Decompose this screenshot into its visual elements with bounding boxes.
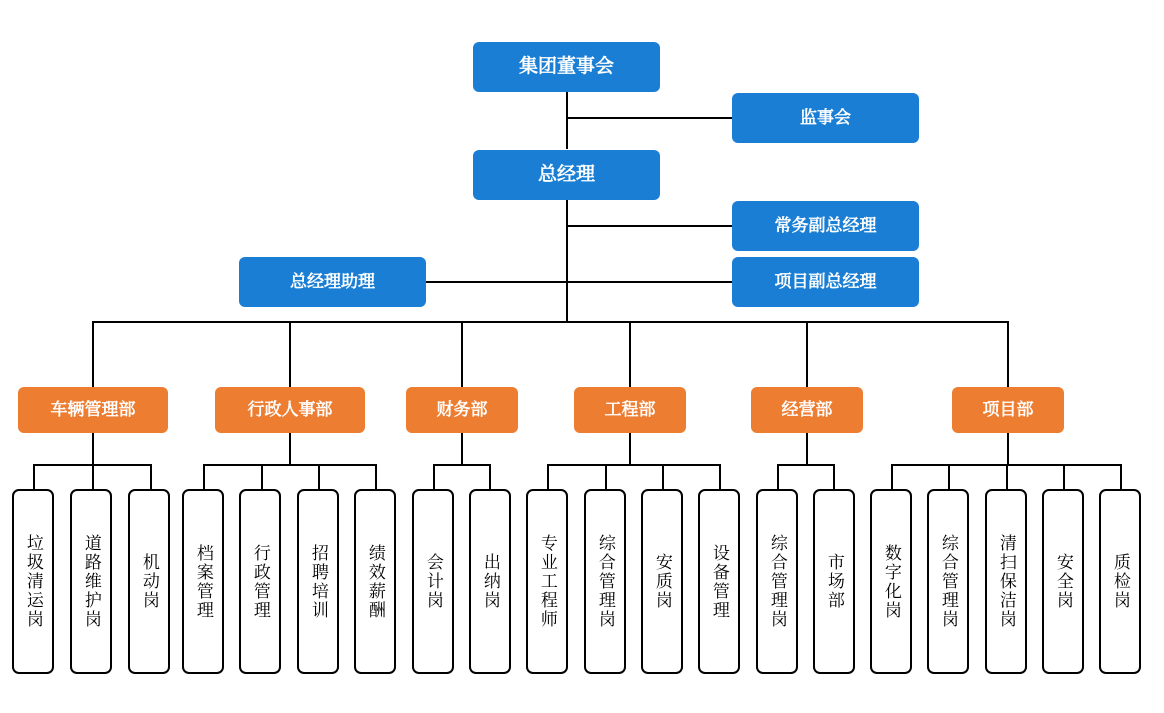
connector-drop-project <box>1007 321 1009 387</box>
position-label: 市场部 <box>824 553 844 610</box>
connector-stem-operations <box>806 433 808 465</box>
connector-gm-execvgm <box>566 225 732 227</box>
node-project-vice-gm[interactable]: 项目副总经理 <box>732 257 919 307</box>
position-label: 综合管理岗 <box>767 534 787 629</box>
connector-gm-assistant <box>424 281 566 283</box>
node-department-engineering[interactable]: 工程部 <box>574 387 686 433</box>
node-department-vehicle[interactable]: 车辆管理部 <box>18 387 168 433</box>
position-box[interactable] <box>128 489 170 674</box>
position-label: 档案管理 <box>193 543 213 620</box>
connector-stem-finance <box>461 433 463 465</box>
position-label: 垃圾清运岗 <box>23 534 43 629</box>
connector-department-bus <box>92 321 1008 323</box>
position-label: 机动岗 <box>139 553 159 610</box>
connector-leaf-operations-1 <box>777 464 779 490</box>
node-supervisory-board[interactable]: 监事会 <box>732 93 919 143</box>
connector-leaf-finance-1 <box>433 464 435 490</box>
position-box[interactable] <box>985 489 1027 674</box>
position-box[interactable] <box>412 489 454 674</box>
position-label: 出纳岗 <box>480 553 500 610</box>
connector-leaf-vehicle-1 <box>33 464 35 490</box>
connector-leaf-finance-2 <box>489 464 491 490</box>
connector-leaf-admin-2 <box>261 464 263 490</box>
node-department-operations[interactable]: 经营部 <box>751 387 863 433</box>
connector-leaf-engineering-4 <box>719 464 721 490</box>
position-label: 安质岗 <box>652 553 672 610</box>
position-box[interactable] <box>756 489 798 674</box>
position-box[interactable] <box>584 489 626 674</box>
connector-stem-vehicle <box>92 433 94 465</box>
connector-leaf-engineering-2 <box>605 464 607 490</box>
connector-drop-vehicle <box>92 321 94 387</box>
position-label: 招聘培训 <box>308 543 328 620</box>
position-box[interactable] <box>182 489 224 674</box>
position-label: 安全岗 <box>1053 553 1073 610</box>
connector-drop-admin <box>289 321 291 387</box>
position-box[interactable] <box>239 489 281 674</box>
position-box[interactable] <box>354 489 396 674</box>
position-label: 数字化岗 <box>881 543 901 620</box>
node-gm-assistant[interactable]: 总经理助理 <box>239 257 426 307</box>
position-box[interactable] <box>927 489 969 674</box>
connector-bus-operations <box>777 464 835 466</box>
node-department-project[interactable]: 项目部 <box>952 387 1064 433</box>
node-board[interactable]: 集团董事会 <box>473 42 660 92</box>
connector-drop-finance <box>461 321 463 387</box>
connector-leaf-project-5 <box>1120 464 1122 490</box>
connector-bus-finance <box>433 464 491 466</box>
connector-leaf-vehicle-2 <box>92 464 94 490</box>
connector-bus-admin <box>203 464 377 466</box>
connector-gm-projectvgm <box>566 281 732 283</box>
connector-drop-engineering <box>629 321 631 387</box>
connector-board-supervisory <box>566 117 732 119</box>
connector-leaf-admin-1 <box>203 464 205 490</box>
connector-board-gm <box>566 92 568 149</box>
connector-leaf-engineering-3 <box>662 464 664 490</box>
position-box[interactable] <box>813 489 855 674</box>
position-box[interactable] <box>698 489 740 674</box>
node-department-finance[interactable]: 财务部 <box>406 387 518 433</box>
position-box[interactable] <box>1099 489 1141 674</box>
position-label: 会计岗 <box>423 553 443 610</box>
connector-stem-admin <box>289 433 291 465</box>
position-label: 清扫保洁岗 <box>996 534 1016 629</box>
position-box[interactable] <box>70 489 112 674</box>
connector-leaf-project-4 <box>1063 464 1065 490</box>
position-label: 设备管理 <box>709 543 729 620</box>
position-label: 综合管理岗 <box>938 534 958 629</box>
position-label: 绩效薪酬 <box>365 543 385 620</box>
connector-leaf-project-1 <box>891 464 893 490</box>
connector-leaf-vehicle-3 <box>150 464 152 490</box>
connector-leaf-project-3 <box>1006 464 1008 490</box>
position-box[interactable] <box>469 489 511 674</box>
position-box[interactable] <box>1042 489 1084 674</box>
position-box[interactable] <box>12 489 54 674</box>
position-label: 道路维护岗 <box>81 534 101 629</box>
node-executive-vice-gm[interactable]: 常务副总经理 <box>732 201 919 251</box>
connector-drop-operations <box>806 321 808 387</box>
position-label: 质检岗 <box>1110 553 1130 610</box>
position-box[interactable] <box>641 489 683 674</box>
node-department-admin-hr[interactable]: 行政人事部 <box>215 387 365 433</box>
connector-bus-engineering <box>547 464 721 466</box>
connector-gm-down <box>566 200 568 322</box>
position-label: 综合管理岗 <box>595 534 615 629</box>
connector-leaf-admin-3 <box>318 464 320 490</box>
connector-stem-engineering <box>629 433 631 465</box>
position-box[interactable] <box>297 489 339 674</box>
position-label: 行政管理 <box>250 543 270 620</box>
position-box[interactable] <box>526 489 568 674</box>
connector-leaf-operations-2 <box>833 464 835 490</box>
position-box[interactable] <box>870 489 912 674</box>
connector-leaf-engineering-1 <box>547 464 549 490</box>
node-general-manager[interactable]: 总经理 <box>473 150 660 200</box>
connector-stem-project <box>1007 433 1009 465</box>
connector-leaf-admin-4 <box>375 464 377 490</box>
position-label: 专业工程师 <box>537 534 557 629</box>
connector-leaf-project-2 <box>948 464 950 490</box>
